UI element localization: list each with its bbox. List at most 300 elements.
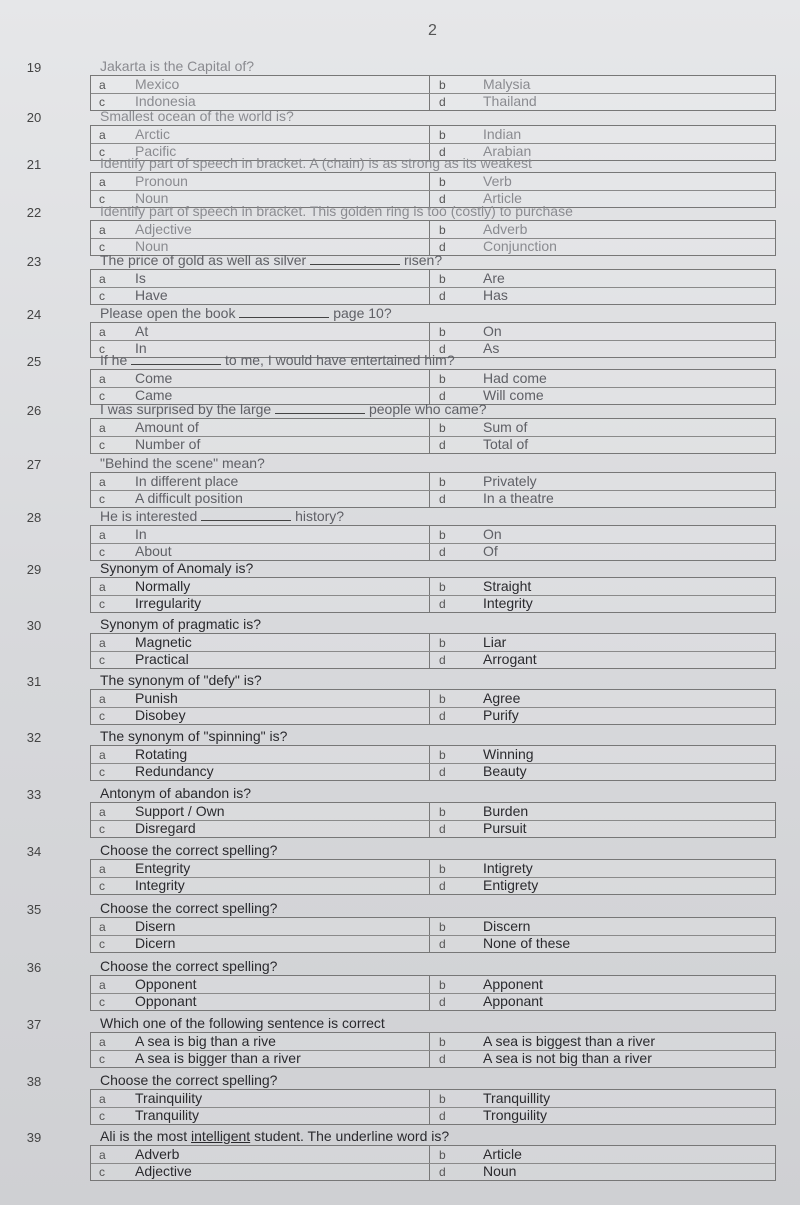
- options-box: [90, 689, 776, 725]
- option-text: At: [135, 323, 149, 339]
- option-letter: c: [99, 438, 105, 452]
- question-number: 37: [26, 1017, 42, 1032]
- option-a[interactable]: [99, 976, 197, 994]
- question-number: 38: [26, 1074, 42, 1089]
- options-box: [90, 975, 776, 1011]
- option-b[interactable]: [439, 323, 502, 341]
- options-divider: [429, 1090, 430, 1124]
- option-letter: d: [439, 545, 446, 559]
- option-c[interactable]: [99, 707, 186, 725]
- option-letter: a: [99, 805, 106, 819]
- options-box: [90, 917, 776, 953]
- option-letter: d: [439, 342, 446, 356]
- option-text: Indonesia: [135, 93, 196, 109]
- option-text: Article: [483, 1146, 522, 1162]
- option-b[interactable]: [439, 370, 547, 388]
- question-number: 32: [26, 730, 42, 745]
- option-text: Discern: [483, 918, 531, 934]
- option-text: Apponant: [483, 993, 543, 1009]
- option-letter: c: [99, 492, 105, 506]
- option-letter: a: [99, 636, 106, 650]
- question-text-pre: Jakarta is the Capital of?: [100, 58, 255, 74]
- option-text: Punish: [135, 690, 178, 706]
- option-text: In a theatre: [483, 490, 554, 506]
- question-text: [100, 1015, 385, 1031]
- answer-blank: [239, 305, 329, 318]
- option-letter: d: [439, 240, 446, 254]
- option-b[interactable]: [439, 746, 534, 764]
- option-text: Sum of: [483, 419, 528, 435]
- question-text-pre: Identify part of speech in bracket. This golden ring is too (costly) to purchase: [100, 203, 573, 219]
- question-text-pre: He is interested: [100, 508, 198, 524]
- option-a[interactable]: [99, 918, 175, 936]
- option-text: Malysia: [483, 76, 531, 92]
- question-text-pre: The price of gold as well as silver: [100, 252, 307, 268]
- option-b[interactable]: [439, 270, 505, 288]
- option-text: Arabian: [483, 143, 532, 159]
- option-letter: b: [439, 128, 446, 142]
- option-text: Indian: [483, 126, 522, 142]
- option-letter: d: [439, 438, 446, 452]
- option-text: Had come: [483, 370, 547, 386]
- option-text: Trainquility: [135, 1090, 203, 1106]
- option-text: Tranquillity: [483, 1090, 551, 1106]
- question-text: [100, 616, 261, 632]
- answer-blank: [201, 508, 291, 521]
- option-text: Adverb: [483, 221, 528, 237]
- question-text-pre: I was surprised by the large: [100, 401, 272, 417]
- option-c[interactable]: [99, 490, 243, 508]
- question-text: [100, 203, 573, 219]
- option-letter: c: [99, 145, 105, 159]
- option-c[interactable]: [99, 763, 214, 781]
- question-number: 34: [26, 844, 42, 859]
- option-a[interactable]: [99, 1033, 276, 1051]
- option-letter: a: [99, 1035, 106, 1049]
- option-letter: d: [439, 653, 446, 667]
- options-divider: [429, 270, 430, 304]
- question-text-pre: Choose the correct spelling?: [100, 842, 278, 858]
- option-d[interactable]: [439, 287, 508, 305]
- options-divider: [429, 746, 430, 780]
- option-b[interactable]: [439, 976, 543, 994]
- question-number: 36: [26, 960, 42, 975]
- options-divider: [429, 1033, 430, 1067]
- option-text: Tronguility: [483, 1107, 548, 1123]
- option-text: A sea is bigger than a river: [135, 1050, 301, 1066]
- option-letter: d: [439, 492, 446, 506]
- option-c[interactable]: [99, 877, 185, 895]
- options-box: [90, 633, 776, 669]
- option-text: Disern: [135, 918, 176, 934]
- option-letter: b: [439, 372, 446, 386]
- option-text: Magnetic: [135, 634, 192, 650]
- option-text: Noun: [135, 238, 169, 254]
- option-letter: d: [439, 1052, 446, 1066]
- question-number: 35: [26, 902, 42, 917]
- option-c[interactable]: [99, 1050, 301, 1068]
- option-letter: a: [99, 1092, 106, 1106]
- question-number: 23: [26, 254, 42, 269]
- option-text: Is: [135, 270, 146, 286]
- option-text: Pacific: [135, 143, 177, 159]
- option-letter: c: [99, 879, 105, 893]
- question-text: [100, 728, 287, 744]
- option-text: Disobey: [135, 707, 186, 723]
- option-text: Entegrity: [135, 860, 191, 876]
- question-number: 19: [26, 60, 42, 75]
- option-text: Privately: [483, 473, 537, 489]
- option-letter: b: [439, 978, 446, 992]
- option-letter: a: [99, 421, 106, 435]
- option-text: Tranquility: [135, 1107, 200, 1123]
- question-number: 22: [26, 205, 42, 220]
- option-b[interactable]: [439, 578, 531, 596]
- options-divider: [429, 976, 430, 1010]
- option-letter: d: [439, 1109, 446, 1123]
- option-letter: b: [439, 272, 446, 286]
- question-number: 31: [26, 674, 42, 689]
- option-letter: a: [99, 475, 106, 489]
- option-text: Rotating: [135, 746, 188, 762]
- option-a[interactable]: [99, 76, 179, 94]
- option-text: On: [483, 526, 502, 542]
- option-d[interactable]: [439, 935, 570, 953]
- options-divider: [429, 419, 430, 453]
- option-c[interactable]: [99, 820, 196, 838]
- question-text-pre: Please open the book: [100, 305, 236, 321]
- question-number: 39: [26, 1130, 42, 1145]
- option-text: Redundancy: [135, 763, 214, 779]
- option-c[interactable]: [99, 993, 197, 1011]
- option-d[interactable]: [439, 993, 543, 1011]
- option-b[interactable]: [439, 803, 528, 821]
- question-text-pre: Ali is the most: [100, 1128, 188, 1144]
- option-a[interactable]: [99, 690, 178, 708]
- option-text: Arrogant: [483, 651, 537, 667]
- option-text: A sea is big than a rive: [135, 1033, 276, 1049]
- option-text: In: [135, 526, 147, 542]
- option-text: Has: [483, 287, 508, 303]
- option-text: Opponant: [135, 993, 197, 1009]
- option-letter: d: [439, 289, 446, 303]
- option-text: Agree: [483, 690, 521, 706]
- option-letter: b: [439, 805, 446, 819]
- option-d[interactable]: [439, 820, 527, 838]
- option-d[interactable]: [439, 1163, 516, 1181]
- option-d[interactable]: [439, 238, 557, 256]
- option-letter: c: [99, 289, 105, 303]
- question-text-post: student. The underline word is?: [254, 1128, 450, 1144]
- options-box: [90, 525, 776, 561]
- option-letter: d: [439, 145, 446, 159]
- option-letter: b: [439, 580, 446, 594]
- option-text: Are: [483, 270, 505, 286]
- option-d[interactable]: [439, 490, 554, 508]
- option-letter: a: [99, 175, 106, 189]
- options-box: [90, 1032, 776, 1068]
- option-c[interactable]: [99, 651, 189, 669]
- option-text: Beauty: [483, 763, 527, 779]
- option-a[interactable]: [99, 1146, 179, 1164]
- question-text: [100, 401, 487, 417]
- question-text-pre: If he: [100, 352, 128, 368]
- option-letter: a: [99, 78, 106, 92]
- option-letter: b: [439, 920, 446, 934]
- options-divider: [429, 803, 430, 837]
- option-text: Winning: [483, 746, 534, 762]
- option-letter: c: [99, 95, 105, 109]
- option-a[interactable]: [99, 126, 170, 144]
- question-text-post: page 10?: [333, 305, 392, 321]
- options-box: [90, 75, 776, 111]
- option-letter: c: [99, 192, 105, 206]
- option-a[interactable]: [99, 370, 172, 388]
- option-text: Integrity: [135, 877, 185, 893]
- option-text: On: [483, 323, 502, 339]
- options-divider: [429, 473, 430, 507]
- option-letter: b: [439, 223, 446, 237]
- option-letter: c: [99, 995, 105, 1009]
- option-b[interactable]: [439, 526, 502, 544]
- option-text: Irregularity: [135, 595, 202, 611]
- option-a[interactable]: [99, 270, 146, 288]
- option-b[interactable]: [439, 918, 530, 936]
- option-text: Straight: [483, 578, 532, 594]
- option-text: Article: [483, 190, 522, 206]
- options-box: [90, 859, 776, 895]
- question-text-pre: "Behind the scene" mean?: [100, 455, 265, 471]
- option-text: Intigrety: [483, 860, 533, 876]
- options-box: [90, 418, 776, 454]
- option-letter: c: [99, 1165, 105, 1179]
- option-a[interactable]: [99, 526, 147, 544]
- question-number: 21: [26, 157, 42, 172]
- option-letter: d: [439, 192, 446, 206]
- option-text: Adverb: [135, 1146, 180, 1162]
- option-text: Verb: [483, 173, 512, 189]
- option-text: Number of: [135, 436, 201, 452]
- option-text: Pursuit: [483, 820, 527, 836]
- question-text-pre: Smallest ocean of the world is?: [100, 108, 294, 124]
- question-text-pre: Which one of the following sentence is correct: [100, 1015, 385, 1031]
- option-text: Mexico: [135, 76, 180, 92]
- option-d[interactable]: [439, 1050, 652, 1068]
- option-text: Noun: [483, 1163, 517, 1179]
- option-letter: d: [439, 597, 446, 611]
- question-text: [100, 252, 442, 268]
- option-d[interactable]: [439, 877, 538, 895]
- answer-blank: [310, 252, 400, 265]
- option-letter: b: [439, 692, 446, 706]
- question-text-pre: Synonym of pragmatic is?: [100, 616, 262, 632]
- options-divider: [429, 221, 430, 255]
- options-box: [90, 369, 776, 405]
- options-box: [90, 577, 776, 613]
- option-b[interactable]: [439, 76, 530, 94]
- option-text: Integrity: [483, 595, 533, 611]
- option-a[interactable]: [99, 860, 190, 878]
- question-number: 25: [26, 354, 42, 369]
- question-text: [100, 155, 532, 171]
- option-d[interactable]: [439, 543, 498, 561]
- option-letter: c: [99, 342, 105, 356]
- question-text-pre: Identify part of speech in bracket. A (chain) is as strong as its weakest: [100, 155, 532, 171]
- option-letter: b: [439, 636, 446, 650]
- option-text: In different place: [135, 473, 239, 489]
- option-c[interactable]: [99, 287, 168, 305]
- question-text: [100, 1128, 449, 1144]
- question-text: [100, 958, 277, 974]
- option-c[interactable]: [99, 1107, 199, 1125]
- option-letter: b: [439, 421, 446, 435]
- option-b[interactable]: [439, 634, 506, 652]
- option-letter: d: [439, 879, 446, 893]
- question-text-pre: Antonym of abandon is?: [100, 785, 251, 801]
- options-box: [90, 745, 776, 781]
- question-text-post: risen?: [403, 252, 443, 268]
- option-a[interactable]: [99, 746, 187, 764]
- option-b[interactable]: [439, 1090, 550, 1108]
- option-letter: a: [99, 580, 106, 594]
- option-a[interactable]: [99, 634, 192, 652]
- option-b[interactable]: [439, 173, 512, 191]
- question-text: [100, 842, 277, 858]
- option-d[interactable]: [439, 436, 528, 454]
- question-number: 26: [26, 403, 42, 418]
- option-text: Practical: [135, 651, 189, 667]
- option-letter: d: [439, 995, 446, 1009]
- option-text: Normally: [135, 578, 191, 594]
- option-c[interactable]: [99, 935, 175, 953]
- option-letter: a: [99, 1148, 106, 1162]
- option-letter: b: [439, 475, 446, 489]
- option-text: Dicern: [135, 935, 176, 951]
- option-letter: d: [439, 709, 446, 723]
- option-letter: c: [99, 765, 105, 779]
- option-c[interactable]: [99, 1163, 192, 1181]
- option-b[interactable]: [439, 690, 520, 708]
- question-underlined-word: intelligent: [191, 1128, 251, 1144]
- question-text: [100, 352, 455, 368]
- options-divider: [429, 173, 430, 207]
- option-d[interactable]: [439, 595, 533, 613]
- option-b[interactable]: [439, 1033, 655, 1051]
- question-text: [100, 785, 251, 801]
- option-b[interactable]: [439, 221, 527, 239]
- option-text: Purify: [483, 707, 519, 723]
- question-text: [100, 1072, 277, 1088]
- option-letter: a: [99, 862, 106, 876]
- option-letter: d: [439, 389, 446, 403]
- option-text: A sea is biggest than a river: [483, 1033, 655, 1049]
- option-a[interactable]: [99, 323, 148, 341]
- option-a[interactable]: [99, 221, 192, 239]
- options-divider: [429, 578, 430, 612]
- option-text: Opponent: [135, 976, 197, 992]
- option-a[interactable]: [99, 419, 199, 437]
- options-divider: [429, 1146, 430, 1180]
- option-letter: c: [99, 709, 105, 723]
- question-text-pre: Choose the correct spelling?: [100, 1072, 278, 1088]
- question-text: [100, 508, 344, 524]
- option-letter: b: [439, 1148, 446, 1162]
- option-d[interactable]: [439, 93, 537, 111]
- option-text: A sea is not big than a river: [483, 1050, 652, 1066]
- option-d[interactable]: [439, 763, 527, 781]
- option-letter: c: [99, 937, 105, 951]
- answer-blank: [275, 401, 365, 414]
- option-letter: c: [99, 653, 105, 667]
- options-divider: [429, 690, 430, 724]
- option-a[interactable]: [99, 803, 225, 821]
- option-d[interactable]: [439, 651, 537, 669]
- option-letter: c: [99, 389, 105, 403]
- option-letter: b: [439, 528, 446, 542]
- option-text: Will come: [483, 387, 544, 403]
- option-letter: a: [99, 528, 106, 542]
- option-b[interactable]: [439, 419, 527, 437]
- options-box: [90, 220, 776, 256]
- options-box: [90, 1145, 776, 1181]
- option-b[interactable]: [439, 860, 533, 878]
- option-b[interactable]: [439, 1146, 522, 1164]
- option-b[interactable]: [439, 473, 537, 491]
- question-text: [100, 672, 262, 688]
- option-text: Pronoun: [135, 173, 188, 189]
- answer-blank: [131, 352, 221, 365]
- option-letter: d: [439, 765, 446, 779]
- option-c[interactable]: [99, 595, 201, 613]
- option-letter: c: [99, 1109, 105, 1123]
- options-divider: [429, 370, 430, 404]
- option-text: Liar: [483, 634, 507, 650]
- question-number: 20: [26, 110, 42, 125]
- option-d[interactable]: [439, 1107, 547, 1125]
- option-letter: b: [439, 78, 446, 92]
- question-text-pre: Synonym of Anomaly is?: [100, 560, 254, 576]
- options-divider: [429, 526, 430, 560]
- option-text: Come: [135, 370, 173, 386]
- option-text: Total of: [483, 436, 529, 452]
- option-a[interactable]: [99, 578, 190, 596]
- option-a[interactable]: [99, 473, 238, 491]
- option-text: None of these: [483, 935, 571, 951]
- question-text: [100, 108, 294, 124]
- option-d[interactable]: [439, 707, 519, 725]
- question-text-post: people who came?: [368, 401, 487, 417]
- option-letter: c: [99, 240, 105, 254]
- options-box: [90, 802, 776, 838]
- options-divider: [429, 634, 430, 668]
- option-letter: c: [99, 545, 105, 559]
- question-text: [100, 900, 277, 916]
- option-c[interactable]: [99, 543, 172, 561]
- option-c[interactable]: [99, 436, 200, 454]
- option-letter: d: [439, 937, 446, 951]
- options-divider: [429, 76, 430, 110]
- question-text-post: to me, I would have entertained him?: [225, 352, 455, 368]
- option-a[interactable]: [99, 1090, 202, 1108]
- option-text: Apponent: [483, 976, 543, 992]
- option-b[interactable]: [439, 126, 521, 144]
- question-text-pre: The synonym of "spinning" is?: [100, 728, 288, 744]
- option-a[interactable]: [99, 173, 188, 191]
- option-text: A difficult position: [135, 490, 243, 506]
- options-box: [90, 1089, 776, 1125]
- option-letter: c: [99, 597, 105, 611]
- option-text: Arctic: [135, 126, 170, 142]
